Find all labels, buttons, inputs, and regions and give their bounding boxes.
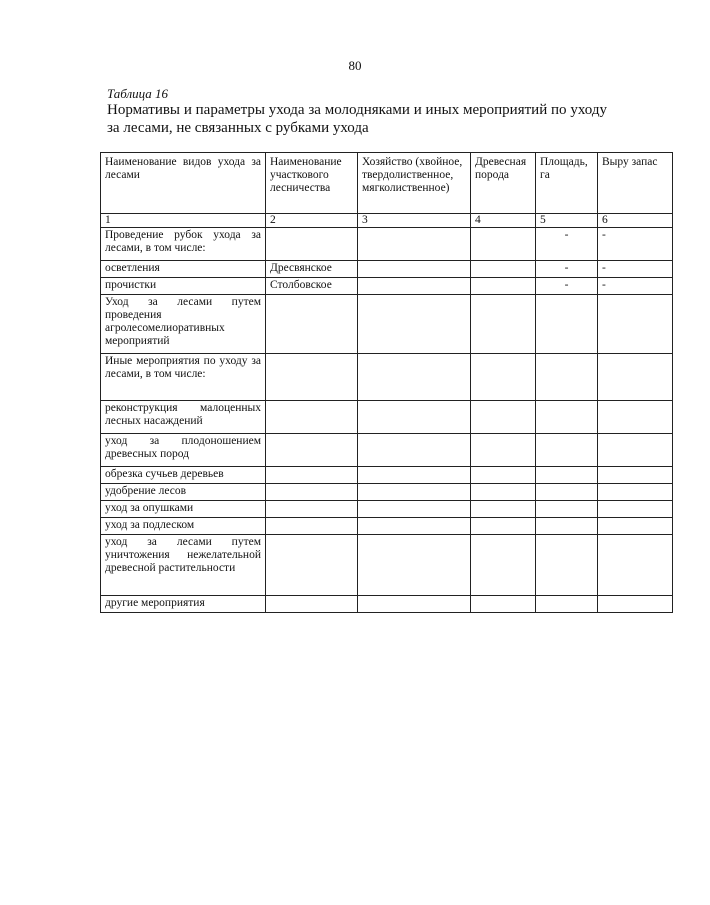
species-cell xyxy=(471,228,536,261)
forestry-cell xyxy=(266,596,358,613)
economy-cell xyxy=(358,434,471,467)
forestry-cell xyxy=(266,228,358,261)
table-row xyxy=(101,295,673,354)
stock-cell: - xyxy=(598,278,673,295)
activity-name-cell: прочистки xyxy=(101,278,266,295)
table-container xyxy=(100,152,658,612)
area-cell xyxy=(536,401,598,434)
forestry-cell xyxy=(266,354,358,401)
area-cell: - xyxy=(536,278,598,295)
species-cell xyxy=(471,434,536,467)
table-row xyxy=(101,434,673,467)
table-row xyxy=(101,261,673,278)
table-row xyxy=(101,535,673,596)
column-number: 6 xyxy=(598,214,673,228)
header-cell: Выру запас xyxy=(598,153,673,214)
stock-cell xyxy=(598,518,673,535)
area-cell xyxy=(536,518,598,535)
economy-cell xyxy=(358,535,471,596)
species-cell xyxy=(471,354,536,401)
header-cell: Древесная порода xyxy=(471,153,536,214)
forestry-cell xyxy=(266,535,358,596)
species-cell xyxy=(471,596,536,613)
stock-cell xyxy=(598,467,673,484)
table-body xyxy=(101,228,673,613)
activity-name-cell: Проведение рубок ухода за лесами, в том числе: xyxy=(101,228,266,261)
economy-cell xyxy=(358,501,471,518)
stock-cell xyxy=(598,295,673,354)
table-row xyxy=(101,467,673,484)
header-row xyxy=(101,153,673,214)
area-cell xyxy=(536,434,598,467)
table-row xyxy=(101,228,673,261)
header-cell: Наименование участкового лесничества xyxy=(266,153,358,214)
forestry-cell xyxy=(266,484,358,501)
table-label: Таблица 16 xyxy=(107,86,169,101)
forestry-cell xyxy=(266,518,358,535)
economy-cell xyxy=(358,261,471,278)
economy-cell xyxy=(358,518,471,535)
stock-cell xyxy=(598,354,673,401)
column-number: 4 xyxy=(471,214,536,228)
activity-name-cell: уход за подлеском xyxy=(101,518,266,535)
activity-name-cell: реконструкция малоценных лесных насаждений xyxy=(101,401,266,434)
header-cell: Наименование видов ухода за лесами xyxy=(101,153,266,214)
table-row xyxy=(101,501,673,518)
species-cell xyxy=(471,535,536,596)
area-cell xyxy=(536,484,598,501)
activity-name-cell: другие мероприятия xyxy=(101,596,266,613)
area-cell xyxy=(536,354,598,401)
species-cell xyxy=(471,278,536,295)
column-number: 2 xyxy=(266,214,358,228)
column-number: 3 xyxy=(358,214,471,228)
column-number: 1 xyxy=(101,214,266,228)
table-row xyxy=(101,278,673,295)
stock-cell xyxy=(598,484,673,501)
forestry-cell xyxy=(266,295,358,354)
area-cell xyxy=(536,467,598,484)
forestry-cell: Дресвянское xyxy=(266,261,358,278)
page-number: 80 xyxy=(348,58,362,73)
area-cell: - xyxy=(536,261,598,278)
norms-table xyxy=(100,152,673,613)
forestry-cell xyxy=(266,501,358,518)
column-number: 5 xyxy=(536,214,598,228)
economy-cell xyxy=(358,228,471,261)
table-row xyxy=(101,518,673,535)
activity-name-cell: Уход за лесами путем проведения агролесомелиоративных мероприятий xyxy=(101,295,266,354)
economy-cell xyxy=(358,596,471,613)
activity-name-cell: уход за плодоношением древесных пород xyxy=(101,434,266,467)
stock-cell xyxy=(598,596,673,613)
forestry-cell: Столбовское xyxy=(266,278,358,295)
header-cell: Хозяйство (хвойное, твердолиственное, мягколиственное) xyxy=(358,153,471,214)
species-cell xyxy=(471,518,536,535)
area-cell xyxy=(536,596,598,613)
economy-cell xyxy=(358,484,471,501)
column-number-row xyxy=(101,214,673,228)
activity-name-cell: уход за лесами путем уничтожения нежелательной древесной растительности xyxy=(101,535,266,596)
economy-cell xyxy=(358,295,471,354)
area-cell xyxy=(536,501,598,518)
stock-cell xyxy=(598,501,673,518)
area-cell: - xyxy=(536,228,598,261)
species-cell xyxy=(471,261,536,278)
area-cell xyxy=(536,295,598,354)
stock-cell: - xyxy=(598,261,673,278)
area-cell xyxy=(536,535,598,596)
species-cell xyxy=(471,501,536,518)
stock-cell xyxy=(598,535,673,596)
stock-cell xyxy=(598,401,673,434)
forestry-cell xyxy=(266,434,358,467)
species-cell xyxy=(471,295,536,354)
stock-cell xyxy=(598,434,673,467)
forestry-cell xyxy=(266,467,358,484)
activity-name-cell: уход за опушками xyxy=(101,501,266,518)
species-cell xyxy=(471,484,536,501)
table-row xyxy=(101,596,673,613)
species-cell xyxy=(471,401,536,434)
species-cell xyxy=(471,467,536,484)
activity-name-cell: осветления xyxy=(101,261,266,278)
header-cell: Площадь, га xyxy=(536,153,598,214)
activity-name-cell: удобрение лесов xyxy=(101,484,266,501)
forestry-cell xyxy=(266,401,358,434)
economy-cell xyxy=(358,354,471,401)
stock-cell: - xyxy=(598,228,673,261)
table-title: Нормативы и параметры ухода за молодняками и иных мероприятий по уходу за лесами, не связанных с рубками ухода xyxy=(107,102,607,136)
economy-cell xyxy=(358,401,471,434)
economy-cell xyxy=(358,278,471,295)
table-row xyxy=(101,484,673,501)
activity-name-cell: Иные мероприятия по уходу за лесами, в том числе: xyxy=(101,354,266,401)
table-row xyxy=(101,401,673,434)
table-row xyxy=(101,354,673,401)
economy-cell xyxy=(358,467,471,484)
activity-name-cell: обрезка сучьев деревьев xyxy=(101,467,266,484)
